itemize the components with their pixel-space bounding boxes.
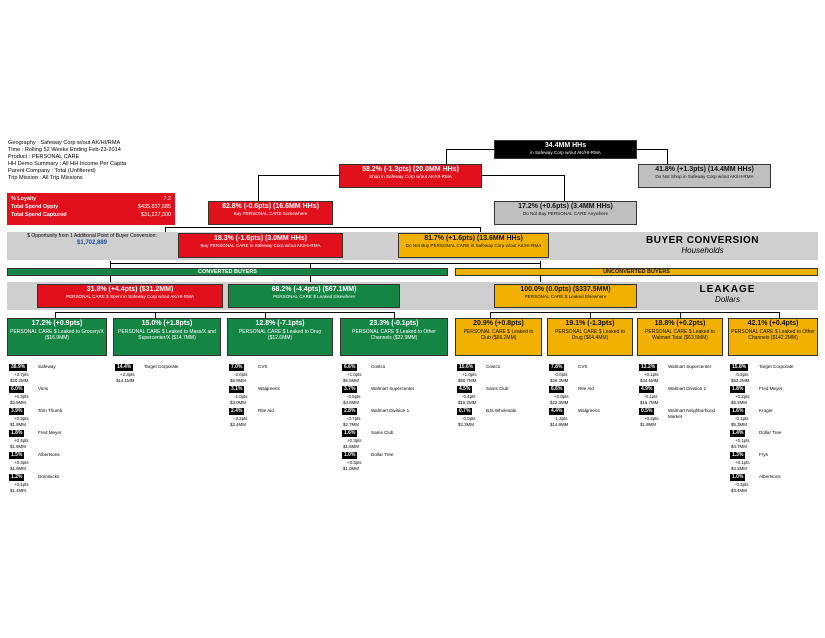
retailer-share-tag: 0.5% bbox=[641, 408, 653, 414]
retailer-dollars: $1.4MM bbox=[10, 488, 26, 493]
shop-in-desc: Shop in Safeway Corp w/out AK/HI-RMA bbox=[369, 174, 452, 180]
channel-desc: PERSONAL CARE $ Leaked to Other Channels ($142.2MM) bbox=[731, 329, 815, 341]
retailer-change: -0.1pts bbox=[644, 394, 658, 399]
retailer-dollars: $6.9MM bbox=[230, 378, 246, 383]
retailer-dollars: $53.2MM bbox=[731, 378, 750, 383]
retailer-share-tag: 6.0% bbox=[11, 386, 23, 392]
retailer-change: -0.5pts bbox=[347, 394, 361, 399]
retailer-dollars: $2.3MM bbox=[458, 422, 474, 427]
retailer-name: Rite Aid bbox=[258, 408, 274, 413]
retailer-share-tag: 3.7% bbox=[344, 386, 356, 392]
channel-box bbox=[7, 318, 107, 356]
leaked-converted-value: 68.2% (-4.4pts) ($67.1MM) bbox=[271, 286, 357, 293]
channel-value: 12.8% (-7.1pts) bbox=[255, 320, 305, 327]
retailer-name: Dominicks bbox=[38, 474, 60, 479]
retailer-change: +0.3pts bbox=[347, 460, 362, 465]
retailer-share-tag: 1.3% bbox=[732, 452, 744, 458]
retailer-name: Dollar Tree bbox=[371, 452, 394, 457]
retailer-name: Walmart Supercenter bbox=[668, 364, 712, 369]
channel-value: 23.3% (-0.1pts) bbox=[369, 320, 419, 327]
retailer-share-tag: 7.8% bbox=[551, 364, 563, 370]
buy-somewhere-box bbox=[208, 201, 333, 225]
retailer-share-tag: 1.2% bbox=[11, 474, 23, 480]
channel-value: 20.9% (+0.8pts) bbox=[473, 320, 524, 327]
retailer-dollars: $44.6MM bbox=[640, 378, 659, 383]
retailer-name: Vons bbox=[38, 386, 49, 391]
retailer-name: Target Corporate bbox=[759, 364, 794, 369]
retailer-name: Walgreens bbox=[258, 386, 280, 391]
spent-in-box bbox=[37, 284, 223, 308]
header-trip: Trip Mission : All Trip Missions bbox=[8, 175, 83, 181]
retailer-dollars: $1.6MM bbox=[343, 444, 359, 449]
retailer-name: Albertsons bbox=[759, 474, 781, 479]
retailer-dollars: $16.7MM bbox=[640, 400, 659, 405]
retailer-name: Albertsons bbox=[38, 452, 60, 457]
channel-desc: PERSONAL CARE $ Leaked to Drug ($12.6MM) bbox=[238, 329, 322, 341]
not-buy-anywhere-desc: Do Not Buy PERSONAL CARE Anywhere bbox=[522, 211, 609, 217]
retailer-share-tag: 6.6% bbox=[344, 364, 356, 370]
retailer-dollars: $5.3MM bbox=[731, 422, 747, 427]
retailer-name: Target Corporate bbox=[144, 364, 179, 369]
retailer-change: -0.7pts bbox=[347, 416, 361, 421]
leakage-heading: LEAKAGE bbox=[699, 284, 756, 295]
unconverted-buyers-label: UNCONVERTED BUYERS bbox=[603, 269, 670, 275]
retailer-share-tag: 1.5% bbox=[11, 452, 23, 458]
retailer-name: Rite Aid bbox=[578, 386, 594, 391]
loyalty-value: 7.2 bbox=[163, 196, 171, 202]
retailer-change: -1.3pts bbox=[554, 416, 568, 421]
leaked-converted-desc: PERSONAL CARE $ Leaked Elsewhere bbox=[273, 294, 355, 300]
not-shop-desc: Do Not Shop in Safeway Corp w/out AK/HI-RMA bbox=[655, 174, 754, 180]
retailer-change: -0.3pts bbox=[735, 372, 749, 377]
retailer-dollars: $2.7MM bbox=[343, 422, 359, 427]
buy-somewhere-value: 82.8% (-0.6pts) (16.6MM HHs) bbox=[222, 203, 319, 210]
buy-in-desc: Buy PERSONAL CARE in Safeway Corp w/out AK/HI-RMA bbox=[200, 243, 321, 249]
retailer-dollars: $1.8MM bbox=[10, 444, 26, 449]
channel-box bbox=[455, 318, 542, 356]
retailer-change: +0.3pts bbox=[14, 460, 29, 465]
retailer-share-tag: 15.6% bbox=[459, 364, 474, 370]
retailer-dollars: $2.4MM bbox=[230, 422, 246, 427]
retailer-share-tag: 3.1% bbox=[231, 386, 243, 392]
retailer-dollars: $20.2MM bbox=[10, 378, 29, 383]
channel-box bbox=[340, 318, 448, 356]
report-header bbox=[8, 140, 208, 182]
retailer-change: -1.0pts bbox=[234, 394, 248, 399]
retailer-dollars: $26.3MM bbox=[550, 378, 569, 383]
total-households-desc: in Safeway Corp w/out AK/HI-RMA bbox=[530, 150, 601, 156]
retailer-name: Dollar Tree bbox=[759, 430, 782, 435]
retailer-name: Walmart Neighborhood Market bbox=[668, 408, 716, 419]
channel-desc: PERSONAL CARE $ Leaked to Walmart Total ($63.5MM) bbox=[645, 329, 715, 341]
retailer-dollars: $6.2MM bbox=[731, 400, 747, 405]
converted-buyers-label: CONVERTED BUYERS bbox=[198, 269, 257, 275]
opportunity-value: $1,702,889 bbox=[76, 240, 108, 246]
retailer-dollars: $4.2MM bbox=[731, 466, 747, 471]
retailer-share-tag: 1.0% bbox=[344, 452, 356, 458]
retailer-share-tag: 1.4% bbox=[732, 430, 744, 436]
retailer-share-tag: 13.2% bbox=[641, 364, 656, 370]
retailer-change: -0.4pts bbox=[462, 394, 476, 399]
retailer-name: Fred Meyer bbox=[38, 430, 62, 435]
channel-desc: PERSONAL CARE $ Leaked to Drug ($64.4MM) bbox=[555, 329, 625, 341]
buyer-conversion-title bbox=[590, 235, 815, 255]
retailer-dollars: $1.8MM bbox=[640, 422, 656, 427]
retailer-name: Safeway bbox=[38, 364, 56, 369]
retailer-name: Walmart Supercenter bbox=[371, 386, 415, 391]
retailer-change: +0.3pts bbox=[347, 438, 362, 443]
retailer-name: Tom Thumb bbox=[38, 408, 63, 413]
not-buy-anywhere-box bbox=[494, 201, 637, 225]
retailer-change: -0.0pts bbox=[462, 416, 476, 421]
header-product: Product : PERSONAL CARE bbox=[8, 154, 80, 160]
leaked-unconverted-desc: PERSONAL CARE $ Leaked Elsewhere bbox=[524, 294, 607, 300]
retailer-change: -0.3pts bbox=[735, 482, 749, 487]
buyer-conversion-heading: BUYER CONVERSION bbox=[645, 235, 759, 246]
shop-in-box bbox=[339, 164, 482, 188]
not-shop-value: 41.8% (+1.3pts) (14.4MM HHs) bbox=[655, 166, 754, 173]
retailer-name: Walgreens bbox=[578, 408, 600, 413]
retailer-share-tag: 1.6% bbox=[732, 408, 744, 414]
converted-buyers-banner bbox=[7, 268, 448, 276]
retailer-change: -0.1pts bbox=[735, 416, 749, 421]
unconverted-buyers-banner bbox=[455, 268, 818, 276]
retailer-share-tag: 1.8% bbox=[11, 430, 23, 436]
header-time: Time : Rolling 52 Weeks Ending Feb-23-2014 bbox=[8, 147, 121, 153]
channel-value: 17.2% (+0.9pts) bbox=[31, 320, 83, 327]
retailer-name: Costco bbox=[371, 364, 386, 369]
retailer-share-tag: 1.6% bbox=[344, 430, 356, 436]
retailer-dollars: $2.9MM bbox=[10, 400, 26, 405]
retailer-share-tag: 15.8% bbox=[732, 364, 747, 370]
not-buy-anywhere-value: 17.2% (+0.6pts) (3.4MM HHs) bbox=[518, 203, 613, 210]
channel-box bbox=[113, 318, 221, 356]
leaked-converted-box bbox=[228, 284, 400, 308]
not-buy-in-box bbox=[398, 233, 549, 258]
opportunity-label: $ Opportunity from 1 Additional Point of Buyer Conversion: bbox=[27, 233, 157, 239]
retailer-dollars: $14.1MM bbox=[116, 378, 135, 383]
retailer-change: +0.1pts bbox=[14, 482, 29, 487]
channel-desc: PERSONAL CARE $ Leaked to Grocery/X ($16.9MM) bbox=[10, 329, 104, 341]
retailer-change: +0.3pts bbox=[14, 394, 29, 399]
spend-cap-label: Total Spend Captured bbox=[11, 212, 67, 218]
retailer-share-tag: 2.8% bbox=[344, 408, 356, 414]
leakage-subtitle: Dollars bbox=[715, 295, 740, 304]
retailer-dollars: $3.6MM bbox=[343, 400, 359, 405]
retailer-name: Sams Club bbox=[371, 430, 394, 435]
retailer-share-tag: 1.8% bbox=[732, 386, 744, 392]
retailer-name: CVS bbox=[258, 364, 268, 369]
retailer-share-tag: 4.9% bbox=[641, 386, 653, 392]
retailer-change: +1.0pts bbox=[347, 372, 362, 377]
retailer-change: +2.3pts bbox=[120, 372, 135, 377]
channel-desc: PERSONAL CARE $ Leaked to Other Channels ($22.9MM) bbox=[352, 329, 436, 341]
retailer-change: +0.4pts bbox=[14, 438, 29, 443]
retailer-change: +0.0pts bbox=[554, 394, 569, 399]
channel-value: 15.0% (+1.8pts) bbox=[141, 320, 193, 327]
channel-value: 42.1% (+0.4pts) bbox=[747, 320, 799, 327]
retailer-dollars: $1.9MM bbox=[10, 422, 26, 427]
retailer-change: +0.1pts bbox=[644, 372, 659, 377]
loyalty-label: % Loyalty bbox=[11, 196, 37, 202]
retailer-name: Sams Club bbox=[486, 386, 509, 391]
spent-in-value: 31.8% (+4.4pts) ($31.2MM) bbox=[86, 286, 174, 293]
spent-in-desc: PERSONAL CARE $ Spent in Safeway Corp w/out AK/HI-RMA bbox=[66, 294, 194, 300]
retailer-share-tag: 3.9% bbox=[11, 408, 23, 414]
retailer-change: +0.1pts bbox=[735, 460, 750, 465]
channel-value: 19.1% (-1.3pts) bbox=[565, 320, 615, 327]
retailer-share-tag: 6.6% bbox=[551, 386, 563, 392]
retailer-name: BJs Wholesale bbox=[486, 408, 517, 413]
spend-opp-label: Total Spend Opply bbox=[11, 204, 59, 210]
retailer-change: -0.0pts bbox=[554, 372, 568, 377]
channel-desc: PERSONAL CARE $ Leaked to Club ($66.2MM) bbox=[463, 329, 534, 341]
channel-desc: PERSONAL CARE $ Leaked to Mass/X and Supercenter/X ($14.7MM) bbox=[118, 329, 216, 341]
total-households-value: 34.4MM HHs bbox=[544, 142, 587, 149]
channel-value: 18.8% (+0.2pts) bbox=[654, 320, 706, 327]
retailer-name: Walmart Division 1 bbox=[371, 408, 410, 413]
buy-somewhere-desc: Buy PERSONAL CARE Somewhere bbox=[233, 211, 308, 217]
retailer-change: +0.2pts bbox=[735, 394, 750, 399]
buy-in-box bbox=[178, 233, 343, 258]
retailer-dollars: $3.4MM bbox=[731, 488, 747, 493]
retailer-change: +0.2pts bbox=[644, 416, 659, 421]
channel-box bbox=[637, 318, 723, 356]
channel-box bbox=[728, 318, 818, 356]
retailer-change: +1.0pts bbox=[462, 372, 477, 377]
retailer-change: +0.1pts bbox=[735, 438, 750, 443]
retailer-share-tag: 7.0% bbox=[231, 364, 243, 370]
retailer-name: Kroger bbox=[759, 408, 773, 413]
header-geography: Geography : Safeway Corp w/out AK/HI/RMA bbox=[8, 140, 121, 146]
leaked-unconverted-value: 100.0% (0.0pts) ($337.5MM) bbox=[520, 286, 611, 293]
retailer-share-tag: 38.9% bbox=[11, 364, 26, 370]
channel-box bbox=[227, 318, 333, 356]
not-buy-in-value: 81.7% (+1.6pts) (13.6MM HHs) bbox=[424, 235, 523, 242]
retailer-share-tag: 0.7% bbox=[459, 408, 471, 414]
shop-in-value: 58.2% (-1.3pts) (20.0MM HHs) bbox=[362, 166, 459, 173]
header-parent: Parent Company : Total (Unfiltered) bbox=[8, 168, 96, 174]
retailer-share-tag: 1.0% bbox=[732, 474, 744, 480]
retailer-share-tag: 4.5% bbox=[459, 386, 471, 392]
spend-opp-value: $435,837,585 bbox=[138, 204, 171, 210]
retailer-name: Fred Meyer bbox=[759, 386, 783, 391]
retailer-name: Walmart Division 1 bbox=[668, 386, 707, 391]
retailer-change: +0.3pts bbox=[14, 416, 29, 421]
retailer-name: CVS bbox=[578, 364, 588, 369]
buyer-conversion-subtitle: Households bbox=[681, 246, 724, 255]
leaked-unconverted-box bbox=[494, 284, 637, 308]
retailer-share-tag: 14.4% bbox=[117, 364, 132, 370]
not-buy-in-desc: Do Not Buy PERSONAL CARE in Safeway Corp w/out AK/HI-RMA bbox=[405, 243, 542, 249]
buy-in-value: 18.3% (-1.6pts) (3.0MM HHs) bbox=[214, 235, 307, 242]
retailer-dollars: $4.7MM bbox=[731, 444, 747, 449]
retailer-dollars: $14.9MM bbox=[550, 422, 569, 427]
retailer-dollars: $3.0MM bbox=[230, 400, 246, 405]
opportunity-box bbox=[8, 233, 176, 259]
retailer-dollars: $1.9MM bbox=[10, 466, 26, 471]
kpi-box bbox=[7, 193, 175, 225]
spend-cap-value: $31,227,300 bbox=[141, 212, 171, 218]
total-households-box bbox=[494, 140, 637, 159]
channel-box bbox=[547, 318, 633, 356]
retailer-change: -3.2pts bbox=[234, 416, 248, 421]
retailer-dollars: $15.2MM bbox=[458, 400, 477, 405]
retailer-dollars: $22.3MM bbox=[550, 400, 569, 405]
retailer-change: -2.0pts bbox=[234, 372, 248, 377]
retailer-share-tag: 2.4% bbox=[231, 408, 243, 414]
not-shop-box bbox=[638, 164, 771, 188]
retailer-share-tag: 4.4% bbox=[551, 408, 563, 414]
retailer-name: Costco bbox=[486, 364, 501, 369]
retailer-dollars: $1.0MM bbox=[343, 466, 359, 471]
retailer-name: Frys bbox=[759, 452, 768, 457]
retailer-dollars: $50.7MM bbox=[458, 378, 477, 383]
retailer-dollars: $6.5MM bbox=[343, 378, 359, 383]
retailer-change: +3.7pts bbox=[14, 372, 29, 377]
leakage-title bbox=[640, 284, 815, 304]
header-demo: HH Demo Summary : All HH Income Per Capita bbox=[8, 161, 127, 167]
